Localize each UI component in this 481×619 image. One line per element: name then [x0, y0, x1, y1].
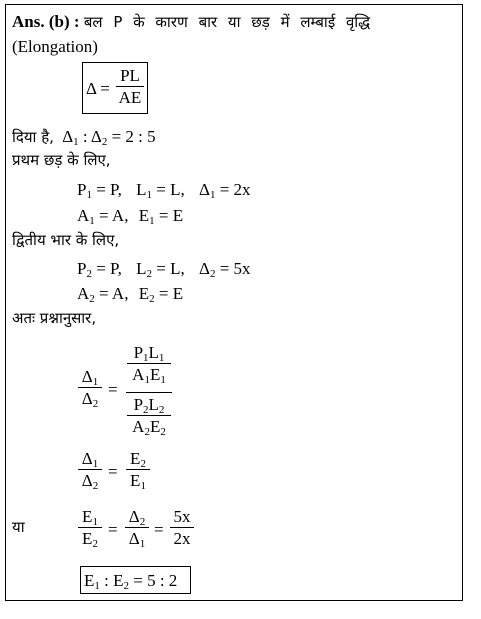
rod2-d: Δ [199, 259, 210, 278]
hence-label: अतः प्रश्नानुसार, [12, 309, 97, 327]
simplified-equals: = [108, 462, 118, 481]
rod2-p-sub: 2 [86, 268, 92, 280]
simplified-rhs-bar [126, 469, 150, 470]
ratio-lhs-bar [78, 387, 102, 388]
rod2-line1 [77, 259, 251, 280]
final-mid: : E [99, 571, 124, 590]
final-answer [84, 571, 178, 592]
ratio-top-den-e-sub: 1 [160, 374, 166, 386]
final-e1-sub: 1 [94, 580, 100, 592]
intro-term: (Elongation) [12, 37, 98, 56]
simplified-lhs-den: Δ [81, 471, 93, 490]
rod1-p-val: = P, [91, 180, 122, 199]
rod1-e-val: = E [154, 206, 184, 225]
ratio-top-num-l: L [148, 343, 159, 362]
rod1-a: A [77, 206, 90, 225]
rod1-l-sub: 1 [146, 189, 153, 201]
rod1-l-val: = L, [152, 180, 185, 199]
formula-denominator: AE [118, 88, 142, 107]
rod1-e: E [138, 206, 150, 225]
given-sub-1: 1 [73, 136, 79, 148]
rod1-heading: प्रथम छड़ के लिए, [12, 151, 111, 169]
ratio-top-num-p-sub: 1 [143, 352, 149, 364]
simplified-lhs-num-sub: 1 [92, 458, 99, 470]
or-c-bar [170, 527, 194, 528]
simplified-rhs-fraction [126, 449, 150, 492]
rod1-d: Δ [199, 180, 210, 199]
or-a-den: E [82, 529, 93, 548]
ratio-bot-den-a: A [132, 417, 145, 436]
rod1-d-val: = 2x [215, 180, 251, 199]
ratio-lhs-den-sub: 2 [92, 398, 99, 410]
or-c-den: 2x [173, 529, 191, 548]
rod1-d-sub: 1 [209, 189, 216, 201]
ratio-top-num-l-sub: 1 [158, 352, 165, 364]
rod2-d-sub: 2 [209, 268, 216, 280]
or-b-fraction [125, 507, 149, 550]
or-c-num: 5x [173, 507, 191, 526]
answer-colon: : [73, 12, 80, 31]
or-b-num-sub: 2 [139, 516, 146, 528]
ratio-top-den-e: E [149, 365, 161, 384]
or-a-num: E [82, 507, 93, 526]
or-b-bar [125, 527, 149, 528]
rod2-line2 [77, 284, 184, 305]
ratio-top-fraction [127, 343, 171, 386]
or-equals-1: = [108, 520, 118, 539]
rod2-a-val: = A, [94, 284, 129, 303]
rod1-line1 [77, 180, 251, 201]
rod2-l: L [136, 259, 147, 278]
intro-line [12, 13, 370, 30]
rod2-e-val: = E [154, 284, 184, 303]
ratio-bot-num-l-sub: 2 [158, 404, 165, 416]
rod2-l-val: = L, [152, 259, 185, 278]
ratio-lhs-num-sub: 1 [92, 376, 99, 388]
ratio-lhs-fraction [78, 367, 102, 410]
rod1-l: L [136, 180, 147, 199]
rod1-a-sub: 1 [89, 215, 95, 227]
ratio-bot-num-p: P [133, 395, 144, 414]
rod2-heading: द्वितीय भार के लिए, [12, 231, 120, 249]
rod1-p-sub: 1 [86, 189, 92, 201]
rod1-p: P [77, 180, 87, 199]
or-b-den: Δ [128, 529, 140, 548]
simplified-rhs-num: E [130, 449, 141, 468]
formula-lhs: Δ = [86, 79, 110, 98]
ratio-equals: = [108, 380, 118, 399]
ratio-main-bar [126, 392, 172, 393]
ratio-top-num-p: P [133, 343, 144, 362]
rod1-line2 [77, 206, 184, 227]
final-e1: E [84, 571, 95, 590]
rod2-l-sub: 2 [146, 268, 153, 280]
formula-bar [116, 86, 144, 87]
ratio-top-den-a-sub: 1 [144, 374, 150, 386]
ratio-bottom-fraction [127, 395, 171, 438]
or-c-fraction [170, 508, 194, 547]
final-rest: = 5 : 2 [129, 571, 178, 590]
or-a-bar [78, 527, 102, 528]
ratio-bot-den-e-sub: 2 [160, 426, 166, 438]
or-label: या [12, 518, 25, 536]
simplified-lhs-fraction [78, 449, 102, 492]
simplified-lhs-bar [78, 469, 102, 470]
rod2-p: P [77, 259, 87, 278]
rod2-p-val: = P, [91, 259, 122, 278]
given-delta-1: Δ [62, 127, 74, 146]
ratio-lhs-num: Δ [81, 367, 93, 386]
formula-numerator: PL [120, 66, 140, 85]
answer-option: (b) [48, 12, 70, 31]
rod2-e: E [138, 284, 150, 303]
rod1-e-sub: 1 [149, 215, 155, 227]
or-a-fraction [78, 507, 102, 550]
ratio-bot-den-e: E [149, 417, 161, 436]
or-a-den-sub: 2 [92, 538, 98, 550]
simplified-rhs-den: E [130, 471, 141, 490]
answer-box [5, 4, 463, 601]
simplified-lhs-num: Δ [81, 449, 93, 468]
answer-label: Ans. [12, 12, 45, 31]
or-b-den-sub: 1 [139, 538, 146, 550]
intro-text: बल P के कारण बार या छड़ में लम्बाई वृद्धि [83, 13, 371, 31]
or-a-num-sub: 1 [92, 516, 98, 528]
ratio-lhs-den: Δ [81, 389, 93, 408]
given-line [12, 127, 156, 148]
ratio-top-den-a: A [132, 365, 145, 384]
formula-fraction [116, 67, 144, 106]
rod1-a-val: = A, [94, 206, 129, 225]
final-e2-sub: 2 [123, 580, 129, 592]
rod2-a-sub: 2 [89, 293, 95, 305]
simplified-rhs-den-sub: 1 [140, 480, 146, 492]
ratio-bot-num-l: L [148, 395, 159, 414]
or-b-num: Δ [128, 507, 140, 526]
given-sub-2: 2 [101, 136, 108, 148]
rod2-a: A [77, 284, 90, 303]
given-label: दिया है, [12, 128, 54, 146]
or-equals-2: = [154, 520, 164, 539]
given-rest: = 2 : 5 [107, 127, 156, 146]
simplified-lhs-den-sub: 2 [92, 480, 99, 492]
rod2-d-val: = 5x [215, 259, 251, 278]
ratio-bot-num-p-sub: 2 [143, 404, 149, 416]
simplified-rhs-num-sub: 2 [140, 458, 146, 470]
ratio-bot-den-a-sub: 2 [144, 426, 150, 438]
rod2-e-sub: 2 [149, 293, 155, 305]
given-mid: : Δ [78, 127, 102, 146]
